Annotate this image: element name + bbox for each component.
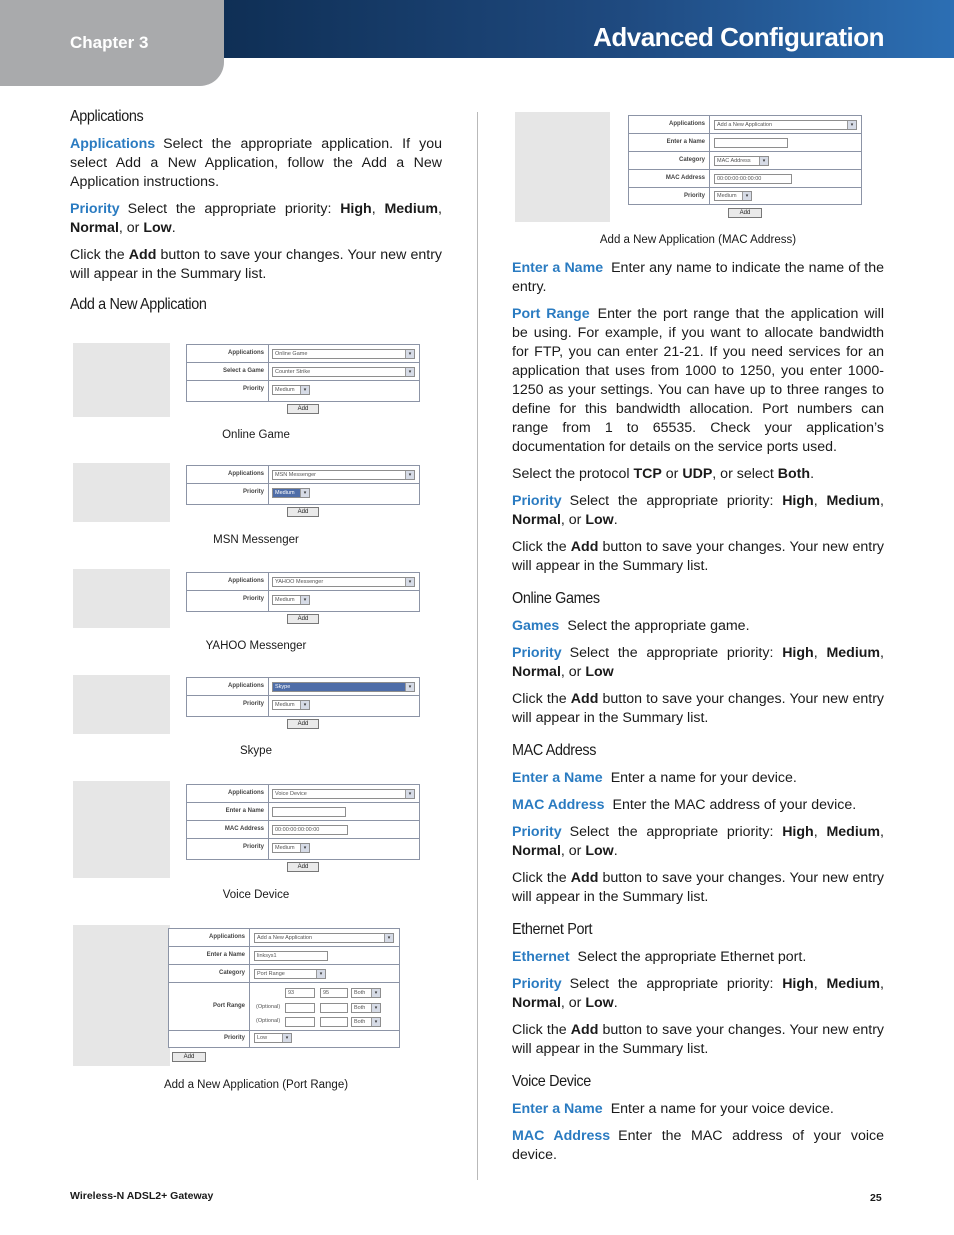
heading-mac-address: MAC Address bbox=[512, 742, 597, 759]
page-title: Advanced Configuration bbox=[593, 22, 884, 52]
para-click-add: Click the Add button to save your changes. Your new entry will appear in the Summary list. bbox=[512, 691, 885, 726]
add-button[interactable]: Add bbox=[287, 719, 319, 729]
label-applications: Applications bbox=[227, 350, 264, 356]
para-enter-name: Enter a Name Enter a name for your device. bbox=[512, 770, 797, 786]
priority-select[interactable]: Low ▾ bbox=[254, 1033, 292, 1043]
para-click-add: Click the Add button to save your changes. Your new entry will appear in the Summary list. bbox=[512, 539, 885, 574]
para-priority: Priority Select the appropriate priority: High, Medium, Normal, or Low. bbox=[512, 976, 884, 1011]
chevron-down-icon: ▾ bbox=[300, 844, 309, 852]
heading-voice-device: Voice Device bbox=[512, 1073, 591, 1090]
add-button[interactable]: Add bbox=[728, 208, 762, 218]
label-applications: Applications bbox=[227, 683, 264, 689]
title-banner bbox=[224, 0, 954, 58]
port-range-form bbox=[168, 928, 400, 1048]
column-divider bbox=[477, 112, 478, 1180]
caption-yahoo: YAHOO Messenger bbox=[205, 640, 307, 652]
priority-select[interactable]: Medium ▾ bbox=[272, 488, 310, 498]
game-select[interactable]: Counter Strike ▾ bbox=[272, 367, 415, 377]
chevron-down-icon: ▾ bbox=[316, 970, 325, 978]
caption-skype: Skype bbox=[240, 745, 272, 757]
label-priority: Priority bbox=[242, 596, 264, 602]
optional-label: (Optional) bbox=[254, 1017, 284, 1027]
msn-form bbox=[186, 465, 420, 505]
chevron-down-icon: ▾ bbox=[742, 192, 751, 200]
protocol-select[interactable]: Both ▾ bbox=[351, 1003, 381, 1013]
online-game-form bbox=[186, 344, 420, 402]
screenshot-sidebar bbox=[73, 781, 170, 878]
footer-product: Wireless-N ADSL2+ Gateway bbox=[70, 1190, 214, 1202]
screenshot-sidebar bbox=[73, 569, 170, 628]
label-enter-name: Enter a Name bbox=[666, 139, 705, 145]
chevron-down-icon: ▾ bbox=[300, 701, 309, 709]
screenshot-sidebar bbox=[73, 675, 170, 734]
category-select[interactable]: MAC Address ▾ bbox=[714, 156, 769, 166]
para-priority: Priority Select the appropriate priority: High, Medium, Normal, or Low. bbox=[512, 493, 884, 528]
label-category: Category bbox=[218, 970, 245, 976]
protocol-select[interactable]: Both ▾ bbox=[351, 988, 381, 998]
label-port-range: Port Range bbox=[212, 1003, 245, 1009]
label-priority: Priority bbox=[223, 1035, 245, 1041]
label-priority: Priority bbox=[242, 489, 264, 495]
category-select[interactable]: Port Range ▾ bbox=[254, 969, 326, 979]
left-column bbox=[70, 108, 442, 323]
applications-select[interactable]: Add a New Application ▾ bbox=[714, 120, 857, 130]
label-applications: Applications bbox=[227, 578, 264, 584]
chevron-down-icon: ▾ bbox=[300, 386, 309, 394]
name-input[interactable] bbox=[714, 138, 788, 148]
applications-select[interactable]: Skype ▾ bbox=[272, 682, 415, 692]
mac-input[interactable]: 00:00:00:00:00:00 bbox=[714, 174, 792, 184]
heading-applications: Applications bbox=[70, 108, 144, 125]
add-button[interactable]: Add bbox=[287, 614, 319, 624]
label-priority: Priority bbox=[683, 193, 705, 199]
priority-select[interactable]: Medium ▾ bbox=[714, 191, 752, 201]
add-button[interactable]: Add bbox=[287, 404, 319, 414]
chevron-down-icon: ▾ bbox=[405, 471, 414, 479]
chevron-down-icon: ▾ bbox=[300, 489, 309, 497]
label-enter-name: Enter a Name bbox=[206, 952, 245, 958]
optional-label: (Optional) bbox=[254, 1003, 284, 1013]
add-button[interactable]: Add bbox=[287, 862, 319, 872]
para-mac: MAC Address Enter the MAC address of your voice device. bbox=[512, 1128, 884, 1163]
priority-select[interactable]: Medium ▾ bbox=[272, 843, 310, 853]
heading-ethernet-port: Ethernet Port bbox=[512, 921, 593, 938]
label-mac: MAC Address bbox=[224, 826, 264, 832]
screenshot-sidebar bbox=[73, 925, 170, 1066]
priority-select[interactable]: Medium ▾ bbox=[272, 700, 310, 710]
screenshot-sidebar bbox=[515, 112, 610, 222]
chevron-down-icon: ▾ bbox=[405, 350, 414, 358]
chevron-down-icon: ▾ bbox=[384, 934, 393, 942]
para-mac: MAC Address Enter the MAC address of your device. bbox=[512, 797, 857, 813]
priority-select[interactable]: Medium ▾ bbox=[272, 595, 310, 605]
caption-msn: MSN Messenger bbox=[213, 534, 299, 546]
heading-online-games: Online Games bbox=[512, 590, 600, 607]
para-click-add: Click the Add button to save your changes. Your new entry will appear in the Summary list. bbox=[512, 870, 885, 905]
chevron-down-icon: ▾ bbox=[405, 790, 414, 798]
para-applications: Applications Select the appropriate application. If you select Add a New Application, follow the Add a New Application instructions. bbox=[70, 136, 442, 190]
para-priority: Priority Select the appropriate priority: High, Medium, Normal, or Low. bbox=[70, 201, 442, 236]
port-from-input[interactable] bbox=[285, 1003, 315, 1013]
heading-add-new-application: Add a New Application bbox=[70, 296, 207, 313]
caption-port-range: Add a New Application (Port Range) bbox=[163, 1079, 349, 1091]
label-select-game: Select a Game bbox=[222, 368, 264, 374]
para-ethernet: Ethernet Select the appropriate Ethernet port. bbox=[512, 949, 807, 965]
port-from-input[interactable]: 93 bbox=[285, 988, 315, 998]
label-applications: Applications bbox=[208, 934, 245, 940]
para-port-range: Port Range Enter the port range that the application will be using. For example, if you want to allocate bandwidth for FTP, you can enter 21-21. If you need services for an application that uses from 1000 to 1250, you enter 1000-1250 as your settings. You can have up to three ranges to define for this bandwidth allocation. Port numbers can range from 1 to 65535. Check your application’s documentation for details on the service ports used. bbox=[512, 306, 884, 455]
chevron-down-icon: ▾ bbox=[300, 596, 309, 604]
para-priority: Priority Select the appropriate priority: High, Medium, Normal, or Low bbox=[512, 645, 884, 680]
label-mac: MAC Address bbox=[665, 175, 705, 181]
name-input[interactable] bbox=[272, 807, 346, 817]
mac-input[interactable]: 00:00:00:00:00:00 bbox=[272, 825, 348, 835]
chevron-down-icon: ▾ bbox=[371, 989, 380, 997]
label-applications: Applications bbox=[668, 121, 705, 127]
label-priority: Priority bbox=[242, 701, 264, 707]
caption-online-game: Online Game bbox=[222, 429, 290, 441]
para-games: Games Select the appropriate game. bbox=[512, 618, 750, 634]
caption-mac-address: Add a New Application (MAC Address) bbox=[599, 234, 797, 246]
chevron-down-icon: ▾ bbox=[405, 578, 414, 586]
chevron-down-icon: ▾ bbox=[371, 1018, 380, 1026]
port-to-input[interactable] bbox=[320, 1003, 348, 1013]
applications-select[interactable]: YAHOO Messenger ▾ bbox=[272, 577, 415, 587]
right-column bbox=[512, 259, 884, 1173]
name-input[interactable]: linksys1 bbox=[254, 951, 328, 961]
page-number: 25 bbox=[870, 1192, 882, 1204]
yahoo-form bbox=[186, 572, 420, 612]
caption-voice-device: Voice Device bbox=[222, 889, 290, 901]
screenshot-sidebar bbox=[73, 463, 170, 522]
para-click-add: Click the Add button to save your changes. Your new entry will appear in the Summary list. bbox=[70, 247, 443, 282]
para-protocol: Select the protocol TCP or UDP, or select Both. bbox=[512, 466, 815, 482]
chevron-down-icon: ▾ bbox=[282, 1034, 291, 1042]
para-click-add: Click the Add button to save your changes. Your new entry will appear in the Summary list. bbox=[512, 1022, 885, 1057]
skype-form bbox=[186, 677, 420, 717]
label-category: Category bbox=[678, 157, 705, 163]
label-enter-name: Enter a Name bbox=[225, 808, 264, 814]
port-from-input[interactable] bbox=[285, 1017, 315, 1027]
add-button[interactable]: Add bbox=[172, 1052, 206, 1062]
port-to-input[interactable]: 95 bbox=[320, 988, 348, 998]
chevron-down-icon: ▾ bbox=[759, 157, 768, 165]
screenshot-sidebar bbox=[73, 343, 170, 417]
label-priority: Priority bbox=[242, 844, 264, 850]
chapter-label: Chapter 3 bbox=[70, 33, 149, 52]
label-priority: Priority bbox=[242, 386, 264, 392]
label-applications: Applications bbox=[227, 471, 264, 477]
applications-select[interactable]: MSN Messenger ▾ bbox=[272, 470, 415, 480]
mac-address-form bbox=[628, 115, 862, 205]
label-applications: Applications bbox=[227, 790, 264, 796]
priority-select[interactable]: Medium ▾ bbox=[272, 385, 310, 395]
chevron-down-icon: ▾ bbox=[405, 368, 414, 376]
port-to-input[interactable] bbox=[320, 1017, 348, 1027]
chapter-tab bbox=[0, 0, 224, 86]
add-button[interactable]: Add bbox=[287, 507, 319, 517]
applications-select[interactable]: Add a New Application ▾ bbox=[254, 933, 394, 943]
applications-select[interactable]: Voice Device ▾ bbox=[272, 789, 415, 799]
para-priority: Priority Select the appropriate priority: High, Medium, Normal, or Low. bbox=[512, 824, 884, 859]
protocol-select[interactable]: Both ▾ bbox=[351, 1017, 381, 1027]
chevron-down-icon: ▾ bbox=[405, 683, 414, 691]
chevron-down-icon: ▾ bbox=[847, 121, 856, 129]
para-enter-name: Enter a Name Enter a name for your voice device. bbox=[512, 1101, 834, 1117]
voice-device-form bbox=[186, 784, 420, 860]
para-enter-name: Enter a Name Enter any name to indicate the name of the entry. bbox=[512, 260, 885, 295]
applications-select[interactable]: Online Game ▾ bbox=[272, 349, 415, 359]
chevron-down-icon: ▾ bbox=[371, 1004, 380, 1012]
